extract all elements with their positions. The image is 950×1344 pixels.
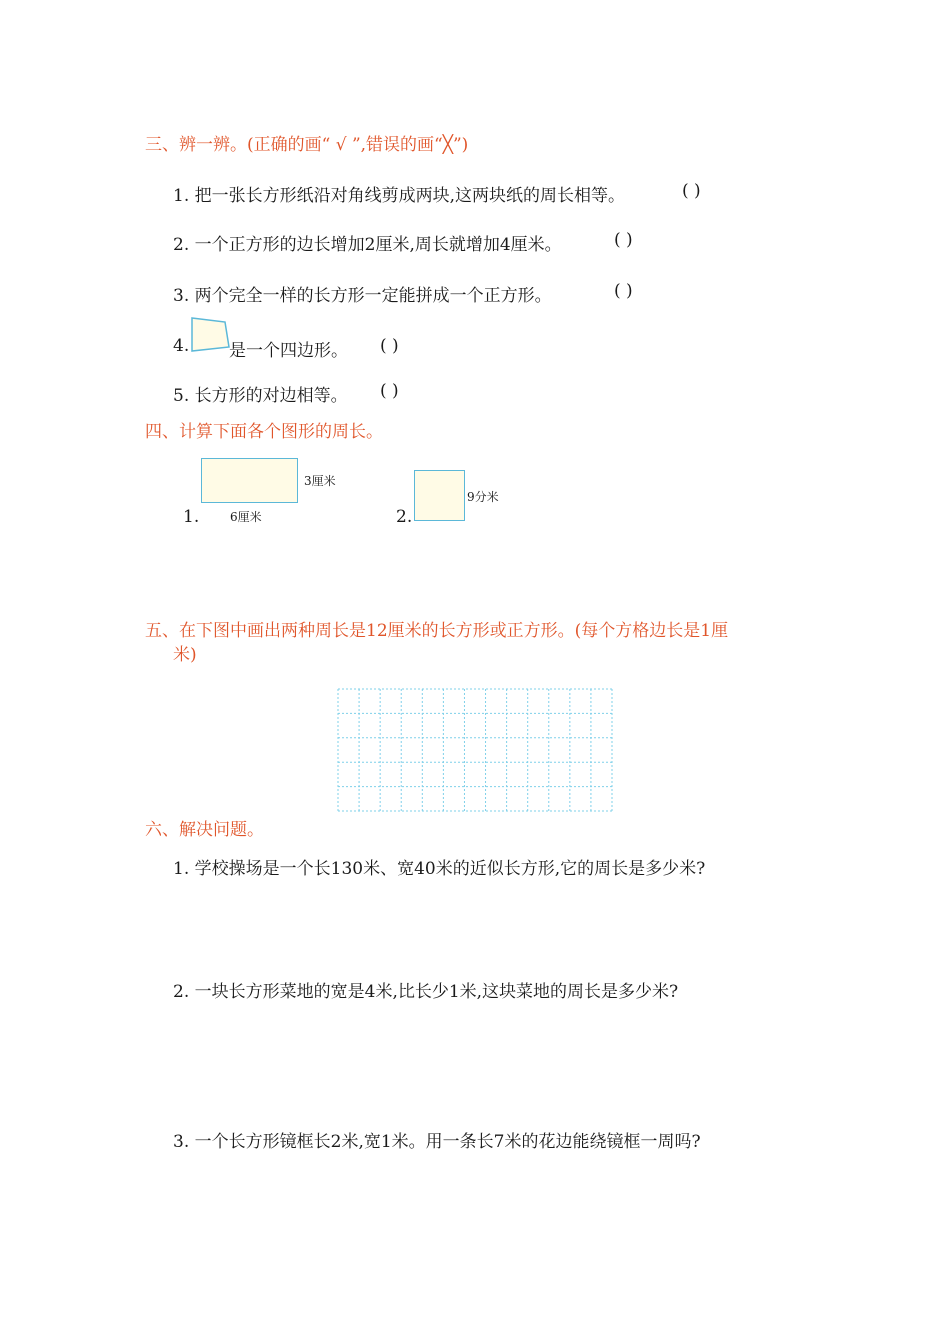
- rectangle-width-label: 3厘米: [304, 474, 336, 488]
- rectangle-length-label: 6厘米: [230, 510, 262, 524]
- judge-item-4-number: 4.: [173, 336, 190, 356]
- section-4-title: 四、计算下面各个图形的周长。: [145, 422, 383, 442]
- judge-item-1-text: 1. 把一张长方形纸沿对角线剪成两块,这两块纸的周长相等。: [173, 186, 626, 206]
- answer-paren-1[interactable]: ( ): [682, 181, 701, 201]
- answer-paren-4[interactable]: ( ): [380, 336, 399, 356]
- section-5-title-line1: 五、在下图中画出两种周长是12厘米的长方形或正方形。(每个方格边长是1厘: [145, 621, 729, 641]
- judge-item-3-text: 3. 两个完全一样的长方形一定能拼成一个正方形。: [173, 286, 552, 306]
- judge-item-5-text: 5. 长方形的对边相等。: [173, 386, 348, 406]
- judge-item-3: [173, 281, 552, 306]
- square-side-label: 9分米: [467, 490, 499, 504]
- problem-3: 3. 一个长方形镜框长2米,宽1米。用一条长7米的花边能绕镜框一周吗?: [173, 1132, 701, 1152]
- rectangle-figure: [201, 458, 298, 503]
- judge-item-2: [173, 230, 562, 255]
- judge-item-1: [173, 181, 625, 206]
- answer-paren-2[interactable]: ( ): [614, 230, 633, 250]
- figure-1-number: 1.: [183, 507, 200, 527]
- section-3-title: 三、辨一辨。(正确的画“ √ ”,错误的画“╳”): [145, 135, 469, 155]
- drawing-grid[interactable]: [337, 688, 613, 812]
- judge-item-4-text: 是一个四边形。: [229, 341, 348, 361]
- answer-paren-3[interactable]: ( ): [614, 281, 633, 301]
- problem-1: 1. 学校操场是一个长130米、宽40米的近似长方形,它的周长是多少米?: [173, 859, 706, 879]
- figure-2-number: 2.: [396, 507, 413, 527]
- problem-2: 2. 一块长方形菜地的宽是4米,比长少1米,这块菜地的周长是多少米?: [173, 982, 679, 1002]
- judge-item-5: [173, 381, 348, 406]
- quadrilateral-figure: [189, 316, 231, 354]
- answer-paren-5[interactable]: ( ): [380, 381, 399, 401]
- section-5-title-line2: 米): [173, 645, 197, 665]
- square-figure: [414, 470, 465, 521]
- section-6-title: 六、解决问题。: [145, 820, 264, 840]
- judge-item-2-text: 2. 一个正方形的边长增加2厘米,周长就增加4厘米。: [173, 235, 562, 255]
